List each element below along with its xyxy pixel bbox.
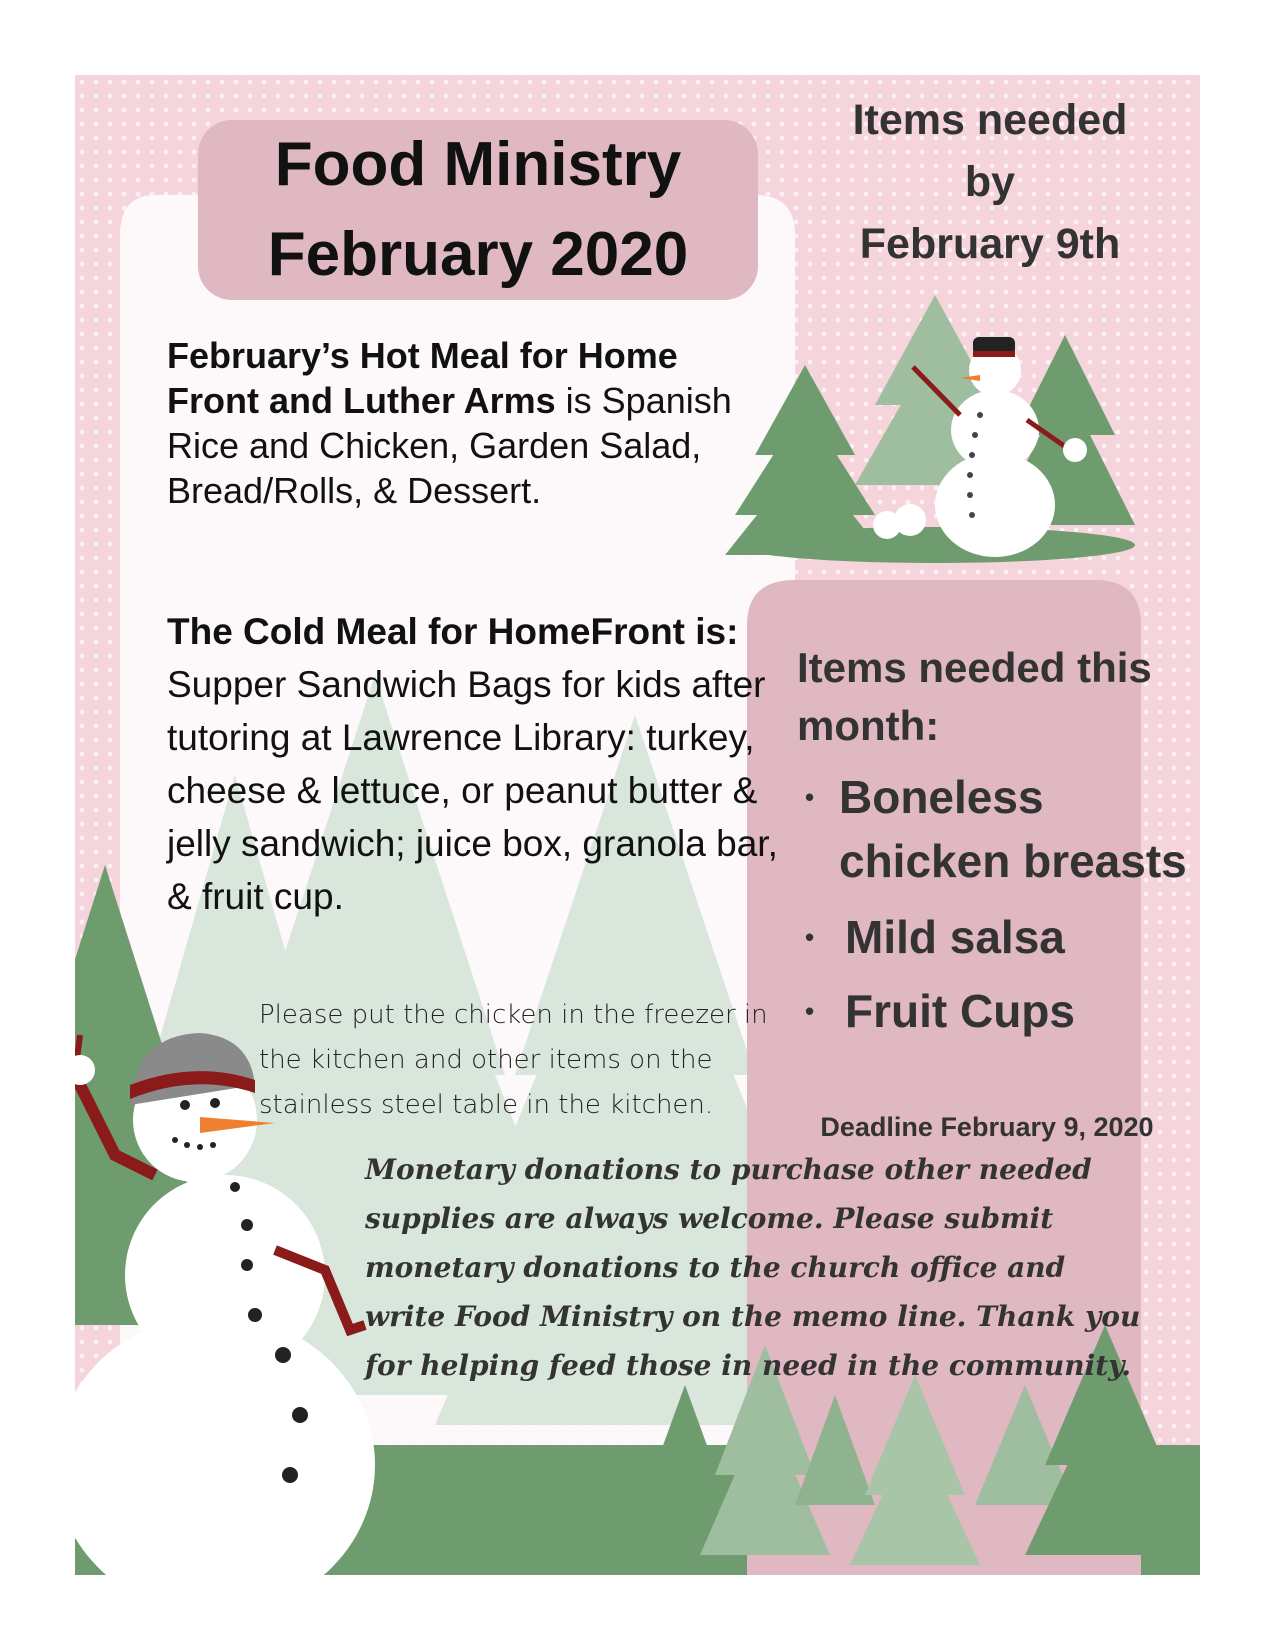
- needed-by-line-2: by: [964, 158, 1016, 206]
- needed-by-heading: [800, 89, 1180, 275]
- title-box: [198, 120, 758, 300]
- needed-by-line-1: Items needed: [852, 96, 1128, 144]
- cold-meal-text: Supper Sandwich Bags for kids after tutoring at Lawrence Library: turkey, cheese & lettuce, or peanut butter & jelly sandwich; juice box, granola bar, & fruit cup.: [167, 664, 778, 917]
- deadline-text: Deadline February 9, 2020: [820, 1112, 1154, 1142]
- hot-meal-text: is Spanish Rice and Chicken, Garden Salad, Bread/Rolls, & Dessert.: [167, 380, 732, 511]
- hot-meal-heading: February’s Hot Meal for Home Front and Luther Arms: [167, 335, 678, 421]
- list-item: • Boneless chicken breasts: [797, 765, 1187, 893]
- title-line-2: February 2020: [267, 220, 689, 289]
- title-line-1: Food Ministry: [274, 130, 682, 199]
- cold-meal-paragraph: [167, 605, 787, 923]
- needed-by-line-3: February 9th: [859, 220, 1121, 268]
- monetary-donations-text: Monetary donations to purchase other needed supplies are always welcome. Please submit monetary donations to the church office and write Food Ministry on the memo line. Thank you for helping feed those in need in the community.: [365, 1153, 1141, 1382]
- items-needed-list: [797, 765, 1187, 1043]
- items-needed-title: Items needed this month:: [797, 644, 1152, 749]
- list-item: • Mild salsa: [797, 905, 1187, 969]
- list-item: • Fruit Cups: [797, 979, 1187, 1043]
- cold-meal-heading: The Cold Meal for HomeFront is:: [167, 611, 739, 652]
- flyer: [75, 75, 1200, 1575]
- hot-meal-paragraph: [167, 333, 767, 513]
- storage-note: Please put the chicken in the freezer in the kitchen and other items on the stainless steel table in the kitchen.: [259, 1000, 768, 1120]
